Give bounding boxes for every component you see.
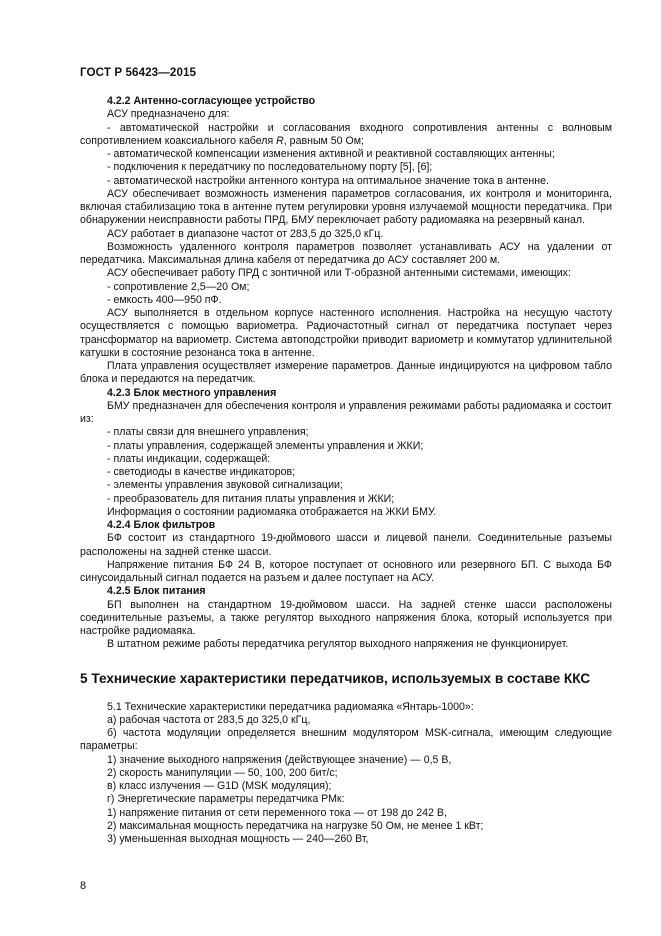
document-body <box>80 95 612 846</box>
paragraph: Плата управления осуществляет измерение параметров. Данные индицируются на цифровом табло блока и передаются на передатчик. <box>80 360 612 386</box>
section-4-2-3-heading: 4.2.3 Блок местного управления <box>107 386 277 399</box>
list-item: в) класс излучения — G1D (MSK модуляция); <box>107 780 332 792</box>
paragraph: АСУ обеспечивает работу ПРД с зонтичной или Т-образной антенными системами, имеющих: <box>107 267 571 280</box>
paragraph: АСУ выполняется в отдельном корпусе настенного исполнения. Настройка на несущую частоту осуществляется с помощью вариометра. Радиочастотный сигнал от передатчика поступает через трансформатор на вариометр. Система автоподстройки приводит вариометр и коммутатор удлинительной катушки в состояние резонанса тока в антенне. <box>80 307 612 359</box>
paragraph: АСУ предназначено для: <box>107 108 230 121</box>
list-item: 1) значение выходного напряжения (действующее значение) — 0,5 В, <box>107 753 452 766</box>
list-item: 2) максимальная мощность передатчика на нагрузке 50 Ом, не менее 1 кВт; <box>107 819 484 832</box>
paragraph: Возможность удаленного контроля параметров позволяет устанавливать АСУ на удалении от передатчика. Максимальная длина кабеля от передатчика до АСУ составляет 200 м. <box>80 240 612 266</box>
variable-r: R <box>276 134 284 147</box>
list-item: г) Энергетические параметры передатчика РМк: <box>107 793 345 806</box>
list-item: а) рабочая частота от 283,5 до 325,0 кГц, <box>107 713 311 726</box>
section-4-2-5-heading: 4.2.5 Блок питания <box>107 585 206 598</box>
paragraph: АСУ обеспечивает возможность изменения параметров согласования, их контроля и мониторинга, включая стабилизацию тока в антенне путем регулировки уровня излучаемой мощности передатчика. При обнаружении неисправности работы ПРД, БМУ переключает работу радиомаяка на резервный канал. <box>80 187 612 227</box>
list-item: 2) скорость манипуляции — 50, 100, 200 бит/с; <box>107 766 338 779</box>
paragraph: БМУ предназначен для обеспечения контроля и управления режимами работы радиомаяка и состоит из: <box>80 399 612 425</box>
paragraph: В штатном режиме работы передатчика регулятор выходного напряжения не функционирует. <box>107 638 569 651</box>
list-item: б) частота модуляции определяется внешним модулятором MSK-сигнала, имеющим следующие параметры: <box>80 727 612 753</box>
section-4-2-4-heading: 4.2.4 Блок фильтров <box>107 519 216 531</box>
list-item: 3) уменьшенная выходная мощность — 240—260 Вт, <box>107 833 369 845</box>
list-item: - платы управления, содержащей элементы управления и ЖКИ; <box>107 439 424 452</box>
list-item: - элементы управления звуковой сигнализации; <box>107 479 343 492</box>
section-4-2-2-heading: 4.2.2 Антенно-согласующее устройство <box>107 95 316 107</box>
list-item: - сопротивление 2,5—20 Ом; <box>107 280 250 293</box>
list-item-text: - автоматической настройки и согласования входного сопротивления антенны с волновым сопротивлением коаксиального кабеля <box>80 121 612 147</box>
paragraph: АСУ работает в диапазоне частот от 283,5 до 325,0 кГц. <box>107 227 384 240</box>
paragraph: БП выполнен на стандартном 19-дюймовом шасси. На задней стенке шасси расположены соединительные разъемы, а также регулятор выходного напряжения блока, который используется при настройке радиомаяка. <box>80 598 612 637</box>
list-item <box>80 122 612 149</box>
paragraph: Информация о состоянии радиомаяка отображается на ЖКИ БМУ. <box>107 505 437 518</box>
list-item: - автоматической компенсации изменения активной и реактивной составляющих антенны; <box>107 148 555 160</box>
page-number: 8 <box>80 880 87 892</box>
list-item: 5.1 Технические характеристики передатчика радиомаяка «Янтарь-1000»: <box>107 700 474 713</box>
list-item: - автоматической настройки антенного контура на оптимальное значение тока в антенне. <box>107 174 549 187</box>
list-item: - подключения к передатчику по последовательному порту [5], [6]; <box>107 161 433 174</box>
document-header: ГОСТ Р 56423—2015 <box>80 66 197 79</box>
list-item: - светодиоды в качестве индикаторов; <box>107 466 296 478</box>
list-item: 1) напряжение питания от сети переменного тока — от 198 до 242 В, <box>107 806 447 819</box>
list-item: - платы индикации, содержащей: <box>107 452 271 465</box>
list-item: - емкость 400—950 пФ. <box>107 293 222 306</box>
section-5-heading: 5 Технические характеристики передатчиков, используемых в составе ККС <box>80 670 591 686</box>
paragraph: Напряжение питания БФ 24 В, которое поступает от основного или резервного БП. С выхода БФ синусоидальный сигнал подается на разъем и далее поступает на АСУ. <box>80 558 612 584</box>
list-item: - платы связи для внешнего управления; <box>107 426 309 439</box>
paragraph: БФ состоит из стандартного 19-дюймового шасси и лицевой панели. Соединительные разъемы расположены на задней стенке шасси. <box>80 532 612 558</box>
list-item: - преобразователь для питания платы управления и ЖКИ; <box>107 492 395 505</box>
list-item-text: , равным 50 Ом; <box>283 134 364 147</box>
